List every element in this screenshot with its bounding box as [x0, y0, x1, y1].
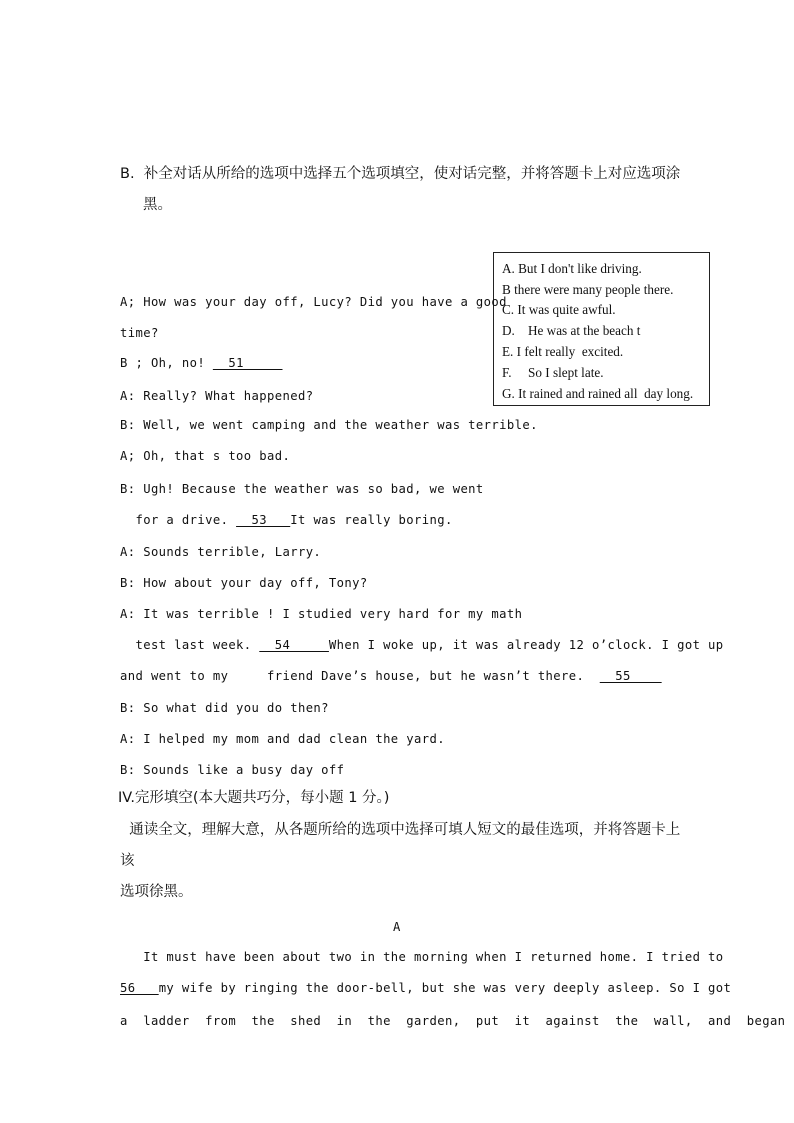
section-iv-instructions-end: 选项徐黑。 — [120, 884, 193, 900]
dialogue-line: A: Really? What happened? — [120, 389, 314, 403]
dialogue-line: A: It was terrible ! I studied very hard for my math — [120, 607, 523, 621]
passage-line: It must have been about two in the morning when I returned home. I tried to — [120, 950, 724, 964]
option-c: C. It was quite awful. — [502, 302, 616, 317]
section-iv-instructions: 通读全文，理解大意，从各题所给的选项中选择可填人短文的最佳选项，并将答题卡上 — [120, 822, 681, 838]
answer-blank-51: 51 — [212, 356, 283, 370]
answer-blank-54: 54 — [259, 638, 329, 652]
section-b-heading: B. 补全对话从所给的选项中选择五个选项填空，使对话完整，并将答题卡上对应选项涂 — [120, 166, 681, 182]
answer-blank-53: 53 — [236, 513, 291, 527]
passage-line: 56 my wife by ringing the door-bell, but she was very deeply asleep. So I got — [120, 981, 732, 995]
dialogue-line: A: I helped my mom and dad clean the yard. — [120, 732, 445, 746]
answer-blank-55: 55 — [599, 669, 662, 683]
dialogue-line: test last week. 54 When I woke up, it was already 12 o’clock. I got up — [120, 638, 724, 652]
option-d: D. He was at the beach t — [502, 323, 641, 338]
option-b: B there were many people there. — [502, 282, 674, 297]
dialogue-line: B: How about your day off, Tony? — [120, 576, 368, 590]
option-g: G. It rained and rained all day long. — [502, 386, 694, 401]
passage-line: a ladder from the shed in the garden, put it against the wall, and began — [120, 1014, 786, 1028]
dialogue-line: B: Sounds like a busy day off — [120, 763, 345, 777]
option-f: F. So I slept late. — [502, 365, 604, 380]
dialogue-line: and went to my friend Dave’s house, but he wasn’t there. 55 — [120, 669, 662, 683]
dialogue-line: time? — [120, 326, 159, 340]
passage-label: A — [393, 920, 401, 934]
dialogue-line: A; How was your day off, Lucy? Did you have a good — [120, 295, 507, 309]
section-b-heading-cont: 黑。 — [143, 197, 172, 213]
dialogue-line: for a drive. 53 It was really boring. — [120, 513, 453, 527]
answer-blank-56: 56 — [120, 981, 159, 995]
dialogue-line: B ; Oh, no! 51 — [120, 356, 283, 370]
dialogue-line: A; Oh, that s too bad. — [120, 449, 291, 463]
section-iv-title: IV.完形填空(本大题共巧分，每小题 1 分。) — [118, 790, 390, 806]
options-box — [493, 252, 710, 406]
dialogue-line: B: Well, we went camping and the weather was terrible. — [120, 418, 538, 432]
dialogue-line: B: So what did you do then? — [120, 701, 329, 715]
option-e: E. I felt really excited. — [502, 344, 624, 359]
option-a: A. But I don't like driving. — [502, 261, 642, 276]
section-iv-instructions-cont: 该 — [120, 853, 135, 869]
dialogue-line: A: Sounds terrible, Larry. — [120, 545, 322, 559]
dialogue-line: B: Ugh! Because the weather was so bad, we went — [120, 482, 484, 496]
